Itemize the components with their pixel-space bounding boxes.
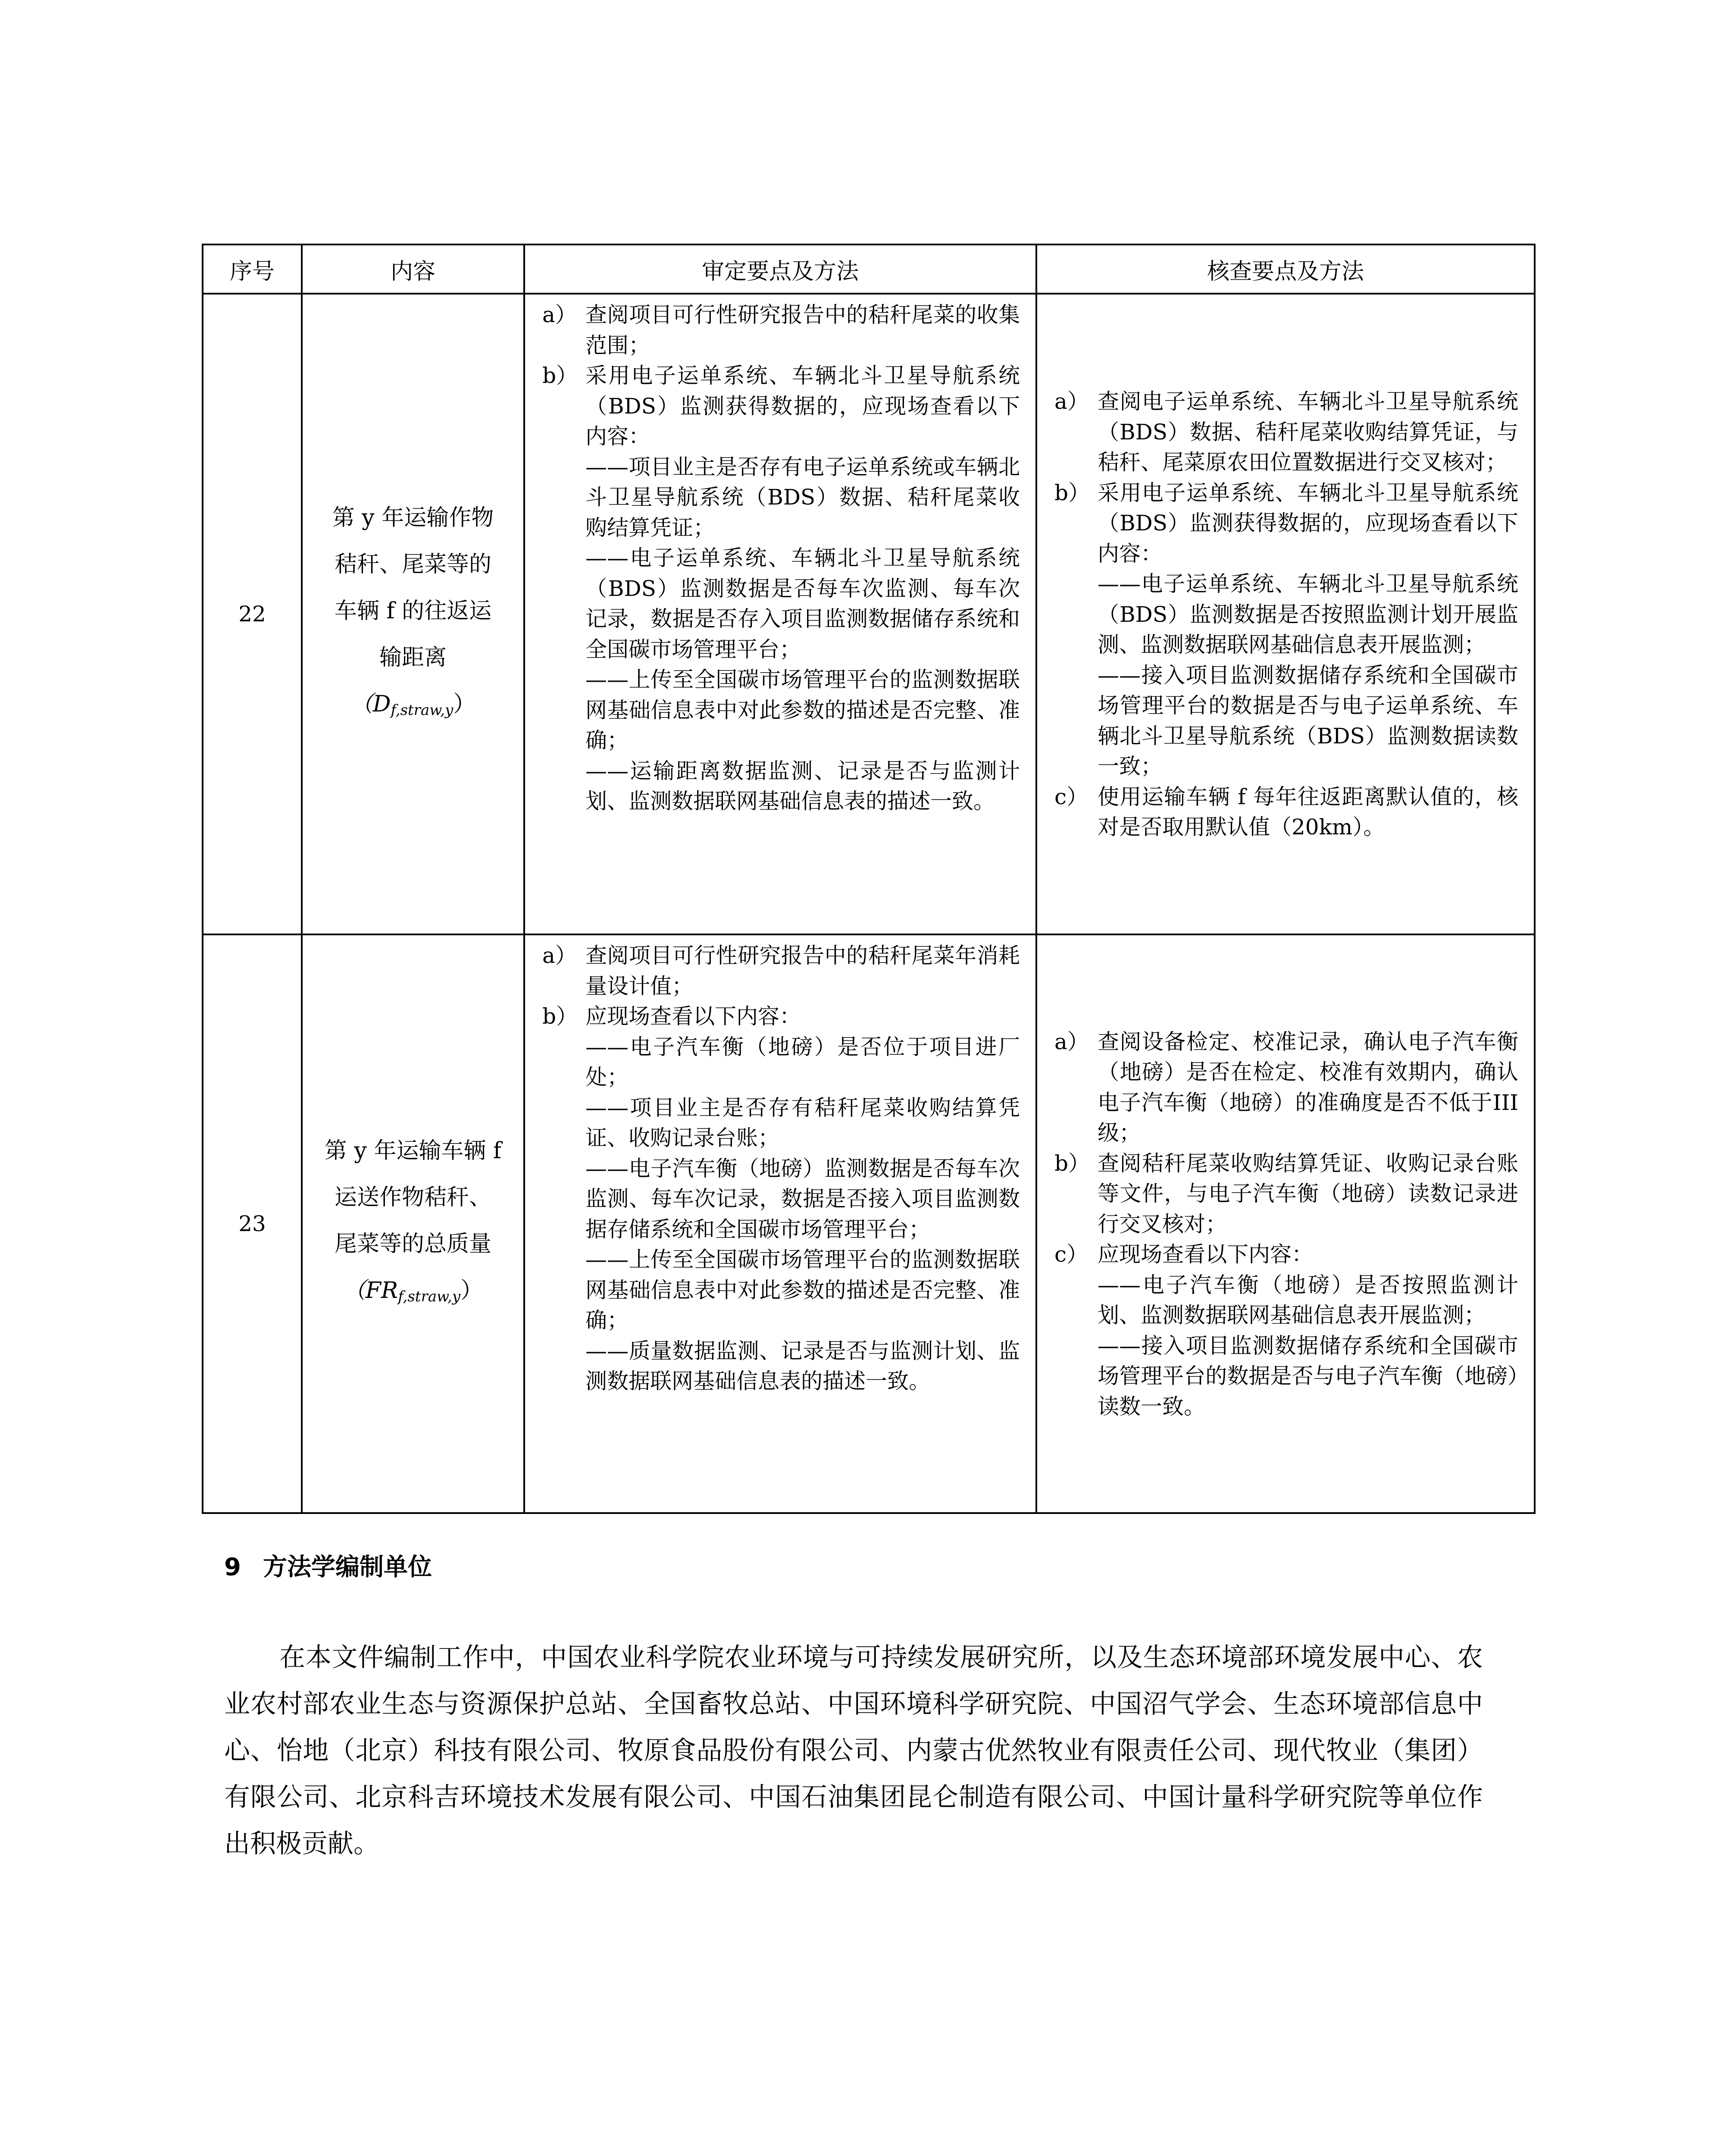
- content-line: 尾菜等的总质量: [334, 1231, 491, 1257]
- item-text: 采用电子运单系统、车辆北斗卫星导航系统（BDS）监测获得数据的，应现场查看以下内容：: [585, 363, 1020, 449]
- content-symbol: [311, 681, 515, 733]
- list-item: [542, 1244, 1020, 1336]
- item-text: ——电子汽车衡（地磅）是否位于项目进厂处；: [585, 1034, 1020, 1090]
- table-header-row: [203, 244, 1535, 294]
- item-label: b）: [1054, 1150, 1090, 1176]
- item-text: 应现场查看以下内容：: [585, 1004, 801, 1029]
- symbol-main: （D: [350, 691, 391, 717]
- symbol-subscript: f,straw,y: [391, 702, 454, 719]
- row-content: [302, 294, 524, 934]
- validation-cell: [524, 934, 1036, 1513]
- item-text: 采用电子运单系统、车辆北斗卫星导航系统（BDS）监测获得数据的，应现场查看以下内容：: [1098, 480, 1518, 566]
- item-label: a）: [542, 302, 577, 327]
- table-row: [203, 294, 1535, 934]
- item-text: ——质量数据监测、记录是否与监测计划、监测数据联网基础信息表的描述一致。: [585, 1338, 1020, 1394]
- row-seq: 22: [203, 294, 302, 934]
- list-item: [1054, 478, 1518, 569]
- content-line: 秸秆、尾菜等的: [334, 552, 491, 577]
- item-label: b）: [1054, 480, 1090, 505]
- review-table: [202, 244, 1536, 1514]
- list-item: [542, 756, 1020, 817]
- validation-cell: [524, 294, 1036, 934]
- item-text: ——电子运单系统、车辆北斗卫星导航系统（BDS）监测数据是否每车次监测、每车次记录，数据是否存入项目监测数据储存系统和全国碳市场管理平台；: [585, 545, 1020, 662]
- list-item: [542, 940, 1020, 1001]
- item-text: 查阅电子运单系统、车辆北斗卫星导航系统（BDS）数据、秸秆尾菜收购结算凭证，与秸秆、尾菜原农田位置数据进行交叉核对；: [1098, 389, 1518, 475]
- list-item: [542, 300, 1020, 360]
- verification-cell: [1036, 294, 1535, 934]
- list-item: [1054, 569, 1518, 660]
- header-verification: 核查要点及方法: [1036, 244, 1535, 294]
- table-row: [203, 934, 1535, 1513]
- item-text: ——运输距离数据监测、记录是否与监测计划、监测数据联网基础信息表的描述一致。: [585, 758, 1020, 814]
- symbol-main: （FR: [343, 1278, 398, 1304]
- item-text: 查阅项目可行性研究报告中的秸秆尾菜的收集范围；: [585, 302, 1020, 358]
- item-text: 应现场查看以下内容：: [1098, 1242, 1313, 1267]
- list-item: [1054, 1148, 1518, 1240]
- section-number: 9: [224, 1553, 241, 1581]
- list-item: [542, 1336, 1020, 1397]
- symbol-close: ）: [460, 1278, 483, 1304]
- list-item: [542, 1001, 1020, 1032]
- content-line: 第 y 年运输车辆 f: [324, 1138, 502, 1164]
- section-heading: [224, 1548, 432, 1583]
- item-text: ——电子汽车衡（地磅）是否按照监测计划、监测数据联网基础信息表开展监测；: [1098, 1272, 1518, 1328]
- item-text: 使用运输车辆 f 每年往返距离默认值的，核对是否取用默认值（20km）。: [1098, 784, 1518, 840]
- symbol-close: ）: [453, 691, 476, 717]
- body-paragraph: 在本文件编制工作中，中国农业科学院农业环境与可持续发展研究所，以及生态环境部环境发展中心、农业农村部农业生态与资源保护总站、全国畜牧总站、中国环境科学研究院、中国沼气学会、生态环境部信息中心、怡地（北京）科技有限公司、牧原食品股份有限公司、内蒙古优然牧业有限责任公司、现代牧业（集团）有限公司、北京科吉环境技术发展有限公司、中国石油集团昆仑制造有限公司、中国计量科学研究院等单位作出积极贡献。: [224, 1642, 1483, 1859]
- list-item: [542, 1093, 1020, 1153]
- content-line: 第 y 年运输作物: [332, 505, 494, 531]
- list-item: [1054, 386, 1518, 478]
- row-content: [302, 934, 524, 1513]
- section-title: 方法学编制单位: [263, 1553, 432, 1581]
- list-item: [542, 1153, 1020, 1245]
- item-label: b）: [542, 1004, 578, 1029]
- header-content: 内容: [302, 244, 524, 294]
- item-label: a）: [1054, 389, 1089, 414]
- content-symbol: [311, 1267, 515, 1320]
- list-item: [1054, 660, 1518, 782]
- item-text: ——接入项目监测数据储存系统和全国碳市场管理平台的数据是否与电子运单系统、车辆北斗卫星导航系统（BDS）监测数据读数一致；: [1098, 662, 1518, 779]
- item-label: a）: [542, 943, 577, 968]
- list-item: [1054, 1027, 1518, 1148]
- item-text: ——电子运单系统、车辆北斗卫星导航系统（BDS）监测数据是否按照监测计划开展监测、监测数据联网基础信息表开展监测；: [1098, 571, 1518, 658]
- item-label: b）: [542, 363, 578, 388]
- list-item: [542, 360, 1020, 452]
- item-text: 查阅项目可行性研究报告中的秸秆尾菜年消耗量设计值；: [585, 943, 1020, 999]
- list-item: [1054, 1270, 1518, 1331]
- list-item: [542, 452, 1020, 543]
- list-item: [542, 664, 1020, 756]
- item-label: a）: [1054, 1029, 1089, 1054]
- item-text: ——项目业主是否存有电子运单系统或车辆北斗卫星导航系统（BDS）数据、秸秆尾菜收购结算凭证；: [585, 454, 1020, 540]
- item-text: ——项目业主是否存有秸秆尾菜收购结算凭证、收购记录台账；: [585, 1095, 1020, 1150]
- item-text: ——上传至全国碳市场管理平台的监测数据联网基础信息表中对此参数的描述是否完整、准确；: [585, 667, 1020, 753]
- item-text: ——上传至全国碳市场管理平台的监测数据联网基础信息表中对此参数的描述是否完整、准确；: [585, 1247, 1020, 1333]
- content-line: 车辆 f 的往返运: [334, 598, 492, 624]
- list-item: [1054, 1239, 1518, 1270]
- header-seq: 序号: [203, 244, 302, 294]
- row-seq: 23: [203, 934, 302, 1513]
- item-text: 查阅设备检定、校准记录，确认电子汽车衡（地磅）是否在检定、校准有效期内，确认电子汽车衡（地磅）的准确度是否不低于III级；: [1098, 1029, 1518, 1146]
- item-text: ——电子汽车衡（地磅）监测数据是否每车次监测、每车次记录，数据是否接入项目监测数据存储系统和全国碳市场管理平台；: [585, 1156, 1020, 1242]
- content-line: 运送作物秸秆、: [334, 1185, 491, 1210]
- verification-cell: [1036, 934, 1535, 1513]
- item-text: 查阅秸秆尾菜收购结算凭证、收购记录台账等文件，与电子汽车衡（地磅）读数记录进行交叉核对；: [1098, 1150, 1518, 1237]
- content-line: 输距离: [379, 645, 447, 671]
- item-label: c）: [1054, 784, 1089, 809]
- list-item: [542, 1032, 1020, 1093]
- list-item: [542, 543, 1020, 664]
- header-validation: 审定要点及方法: [524, 244, 1036, 294]
- list-item: [1054, 782, 1518, 843]
- item-label: c）: [1054, 1242, 1089, 1267]
- symbol-subscript: f,straw,y: [398, 1288, 461, 1305]
- item-text: ——接入项目监测数据储存系统和全国碳市场管理平台的数据是否与电子汽车衡（地磅）读数一致。: [1098, 1333, 1518, 1419]
- list-item: [1054, 1331, 1518, 1422]
